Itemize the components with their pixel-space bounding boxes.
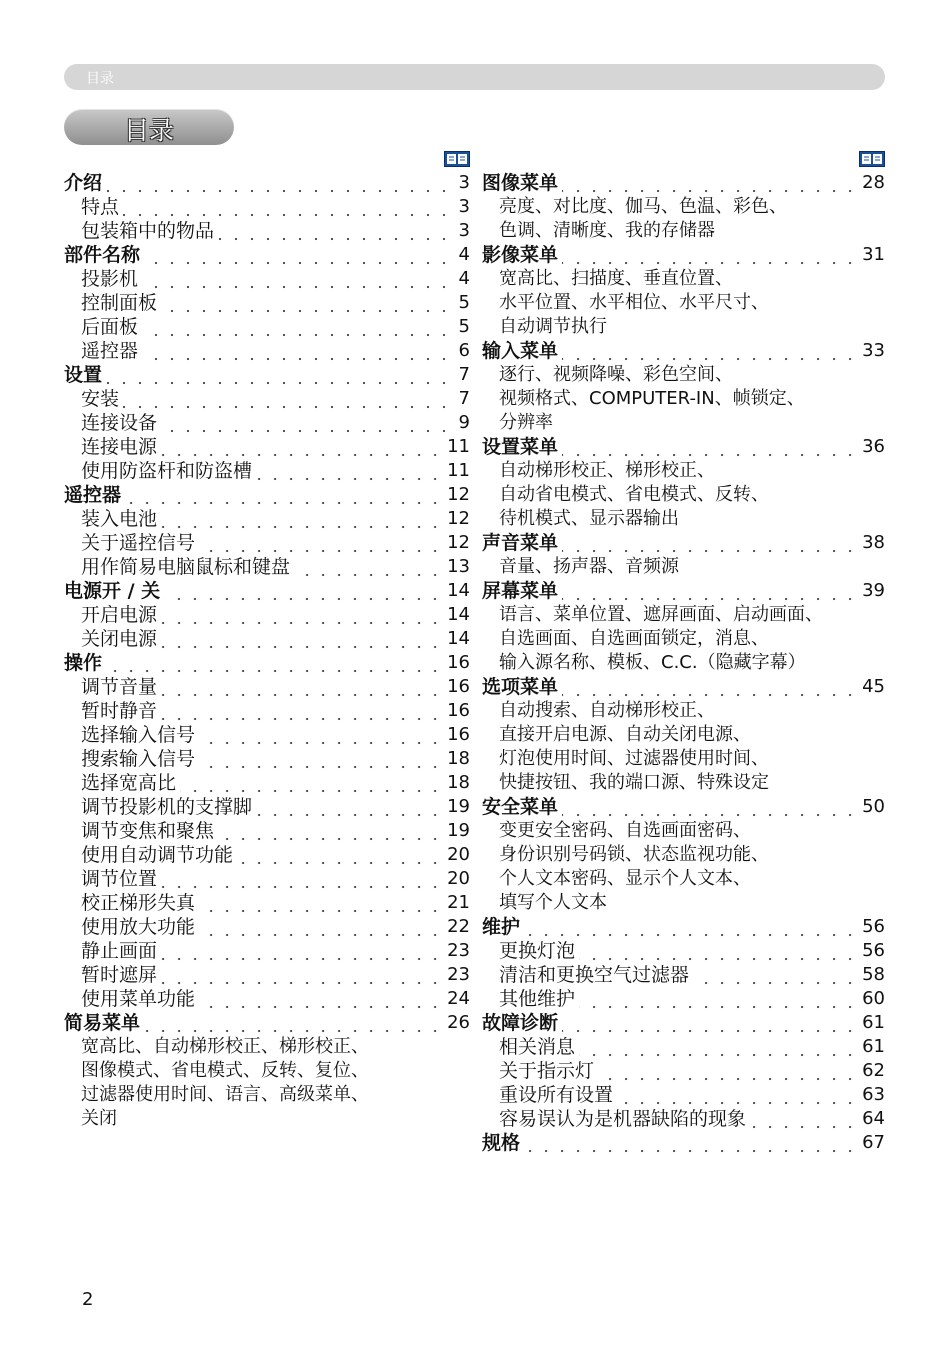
toc-page-number: 14 [447,580,470,601]
toc-page-number: 33 [862,340,885,361]
toc-entry-label: 特点 [81,196,120,218]
dot-leader [161,411,452,435]
toc-page-number: 56 [862,916,885,937]
description-line: 亮度、对比度、伽马、色温、彩色、 [499,196,787,217]
toc-entry-label: 调节位置 [81,868,158,890]
toc-right-column [482,171,885,1155]
toc-page-number: 20 [447,844,470,865]
description-line: 自选画面、自选画面锁定，消息、 [499,628,769,649]
book-icon [859,151,885,167]
toc-entry-label: 维护 [482,916,521,938]
toc-entry-description [482,699,885,795]
toc-page-number: 36 [862,436,885,457]
description-line: 视频格式、COMPUTER-IN、帧锁定、 [499,388,805,409]
toc-entry-label: 设置菜单 [482,436,559,458]
toc-section-entry[interactable] [64,987,470,1011]
toc-chapter-entry[interactable] [482,339,885,363]
toc-entry-label: 使用菜单功能 [81,988,196,1010]
toc-section-entry[interactable] [64,867,470,891]
description-line: 图像模式、省电模式、反转、复位、 [81,1060,369,1081]
toc-page-number: 11 [447,460,470,481]
dot-leader [579,987,858,1011]
toc-chapter-entry[interactable] [482,1011,885,1035]
description-line: 自动梯形校正、梯形校正、 [499,460,715,481]
toc-section-entry[interactable] [64,411,470,435]
toc-chapter-entry[interactable] [64,1011,470,1035]
toc-entry-label: 使用防盗杆和防盗槽 [81,460,253,482]
toc-page-number: 16 [447,676,470,697]
toc-page-number: 7 [458,388,470,409]
toc-page-number: 23 [447,964,470,985]
toc-section-entry[interactable] [64,339,470,363]
toc-page-number: 18 [447,748,470,769]
dot-leader [256,459,443,483]
toc-chapter-entry[interactable] [64,579,470,603]
description-line: 自动省电模式、省电模式、反转、 [499,484,769,505]
dot-leader [199,987,443,1011]
toc-section-entry[interactable] [64,507,470,531]
dot-leader [161,507,443,531]
toc-page-number: 14 [447,604,470,625]
dot-leader [579,1035,858,1059]
toc-section-entry[interactable] [64,267,470,291]
dot-leader [524,915,858,939]
description-line: 音量、扬声器、音频源 [499,556,679,577]
toc-chapter-entry[interactable] [482,915,885,939]
toc-section-entry[interactable] [64,387,470,411]
dot-leader [562,1011,858,1035]
toc-page-number: 5 [458,292,470,313]
dot-leader [256,795,443,819]
toc-entry-label: 用作简易电脑鼠标和键盘 [81,556,291,578]
toc-entry-label: 使用放大功能 [81,916,196,938]
toc-page-number: 58 [862,964,885,985]
toc-entry-label: 选择输入信号 [81,724,196,746]
dot-leader [218,219,452,243]
dot-leader [161,675,443,699]
dot-leader [598,1059,858,1083]
toc-entry-label: 其他维护 [499,988,576,1010]
toc-entry-label: 安全菜单 [482,796,559,818]
toc-entry-label: 更换灯泡 [499,940,576,962]
toc-entry-label: 使用自动调节功能 [81,844,234,866]
toc-page-number: 3 [458,172,470,193]
toc-page-number: 64 [862,1108,885,1129]
toc-page-number: 11 [447,436,470,457]
header-bar [64,64,885,90]
dot-leader [164,579,443,603]
toc-entry-label: 设置 [64,364,103,386]
toc-page-number: 28 [862,172,885,193]
toc-section-entry[interactable] [64,291,470,315]
toc-entry-label: 控制面板 [81,292,158,314]
toc-page-number: 38 [862,532,885,553]
toc-entry-description [482,267,885,339]
dot-leader [562,339,858,363]
toc-entry-label: 后面板 [81,316,139,338]
description-line: 填写个人文本 [499,892,607,913]
toc-entry-label: 包装箱中的物品 [81,220,215,242]
description-line: 过滤器使用时间、语言、高级菜单、 [81,1084,369,1105]
toc-page-number: 6 [458,340,470,361]
toc-entry-label: 选择宽高比 [81,772,177,794]
toc-entry-label: 调节变焦和聚焦 [81,820,215,842]
toc-entry-label: 关闭电源 [81,628,158,650]
toc-entry-label: 暂时遮屏 [81,964,158,986]
page-title-pill [64,109,234,145]
description-line: 宽高比、扫描度、垂直位置、 [499,268,733,289]
toc-chapter-entry[interactable] [482,531,885,555]
toc-chapter-entry[interactable] [482,171,885,195]
toc-entry-label: 关于指示灯 [499,1060,595,1082]
toc-entry-label: 输入菜单 [482,340,559,362]
toc-entry-label: 搜索输入信号 [81,748,196,770]
dot-leader [161,699,443,723]
toc-section-entry[interactable] [64,891,470,915]
dot-leader [562,675,858,699]
toc-section-entry[interactable] [64,915,470,939]
toc-page-number: 61 [862,1012,885,1033]
toc-left-column [64,171,470,1131]
toc-section-entry[interactable] [64,219,470,243]
dot-leader [237,843,443,867]
toc-page-number: 22 [447,916,470,937]
toc-page-number: 56 [862,940,885,961]
dot-leader [180,771,443,795]
toc-section-entry[interactable] [64,627,470,651]
toc-section-entry[interactable] [64,555,470,579]
dot-leader [562,171,858,195]
page-number: 2 [82,1289,94,1310]
description-line: 水平位置、水平相位、水平尺寸、 [499,292,769,313]
dot-leader [524,1131,858,1155]
dot-leader [199,915,443,939]
toc-entry-description [482,363,885,435]
toc-page-number: 67 [862,1132,885,1153]
toc-entry-label: 调节投影机的支撑脚 [81,796,253,818]
toc-page-number: 14 [447,628,470,649]
dot-leader [125,483,443,507]
dot-leader [693,963,858,987]
dot-leader [161,963,443,987]
toc-entry-label: 声音菜单 [482,532,559,554]
toc-page-number: 39 [862,580,885,601]
description-line: 语言、菜单位置、遮屏画面、启动画面、 [499,604,823,625]
toc-section-entry[interactable] [64,843,470,867]
description-line: 关闭 [81,1108,117,1129]
toc-entry-label: 操作 [64,652,103,674]
toc-page-number: 61 [862,1036,885,1057]
toc-entry-label: 校正梯形失真 [81,892,196,914]
toc-page-number: 16 [447,724,470,745]
description-line: 快捷按钮、我的端口源、特殊设定 [499,772,769,793]
toc-chapter-entry[interactable] [64,651,470,675]
toc-page-number: 31 [862,244,885,265]
toc-section-entry[interactable] [64,699,470,723]
toc-page-number: 23 [447,940,470,961]
toc-page-number: 12 [447,484,470,505]
toc-page-number: 26 [447,1012,470,1033]
toc-entry-label: 简易菜单 [64,1012,141,1034]
dot-leader [562,531,858,555]
dot-leader [106,651,443,675]
toc-section-entry[interactable] [482,987,885,1011]
toc-section-entry[interactable] [64,675,470,699]
dot-leader [142,315,452,339]
toc-entry-label: 开启电源 [81,604,158,626]
toc-entry-label: 清洁和更换空气过滤器 [499,964,690,986]
toc-entry-description [482,555,885,579]
toc-page-number: 20 [447,868,470,889]
dot-leader [123,387,452,411]
toc-section-entry[interactable] [64,963,470,987]
toc-page-number: 12 [447,532,470,553]
toc-page-number: 16 [447,652,470,673]
dot-leader [144,1011,443,1035]
toc-chapter-entry[interactable] [64,171,470,195]
toc-section-entry[interactable] [64,723,470,747]
toc-section-entry[interactable] [482,1059,885,1083]
toc-chapter-entry[interactable] [482,243,885,267]
toc-entry-label: 装入电池 [81,508,158,530]
dot-leader [750,1107,858,1131]
toc-entry-label: 选项菜单 [482,676,559,698]
toc-page-number: 7 [458,364,470,385]
toc-entry-label: 影像菜单 [482,244,559,266]
toc-section-entry[interactable] [64,603,470,627]
toc-page-number: 16 [447,700,470,721]
dot-leader [199,747,443,771]
dot-leader [562,435,858,459]
toc-entry-label: 遥控器 [81,340,139,362]
toc-section-entry[interactable] [64,531,470,555]
toc-page-number: 62 [862,1060,885,1081]
toc-entry-label: 电源开 / 关 [64,580,161,602]
dot-leader [617,1083,858,1107]
toc-section-entry[interactable] [482,963,885,987]
toc-page-number: 13 [447,556,470,577]
toc-entry-label: 故障诊断 [482,1012,559,1034]
toc-entry-label: 部件名称 [64,244,141,266]
header-bar-label: 目录 [86,71,114,87]
book-icon [444,151,470,167]
toc-entry-label: 静止画面 [81,940,158,962]
description-line: 灯泡使用时间、过滤器使用时间、 [499,748,769,769]
toc-chapter-entry[interactable] [482,579,885,603]
toc-page-number: 45 [862,676,885,697]
toc-entry-description [482,195,885,243]
toc-section-entry[interactable] [64,939,470,963]
dot-leader [161,291,452,315]
toc-chapter-entry[interactable] [64,243,470,267]
dot-leader [294,555,443,579]
toc-chapter-entry[interactable] [482,1131,885,1155]
toc-chapter-entry[interactable] [482,675,885,699]
toc-section-entry[interactable] [482,939,885,963]
dot-leader [161,435,443,459]
toc-page-number: 60 [862,988,885,1009]
toc-page-number: 50 [862,796,885,817]
description-line: 直接开启电源、自动关闭电源、 [499,724,751,745]
description-line: 待机模式、显示器输出 [499,508,679,529]
dot-leader [161,627,443,651]
description-line: 自动搜索、自动梯形校正、 [499,700,715,721]
dot-leader [161,867,443,891]
toc-section-entry[interactable] [64,819,470,843]
toc-entry-label: 安装 [81,388,120,410]
description-line: 个人文本密码、显示个人文本、 [499,868,751,889]
toc-page-number: 4 [458,244,470,265]
description-line: 逐行、视频降噪、彩色空间、 [499,364,733,385]
toc-entry-label: 遥控器 [64,484,122,506]
toc-entry-description [482,459,885,531]
toc-chapter-entry[interactable] [64,483,470,507]
toc-entry-label: 连接设备 [81,412,158,434]
description-line: 色调、清晰度、我的存储器 [499,220,715,241]
toc-entry-label: 连接电源 [81,436,158,458]
dot-leader [142,339,452,363]
toc-entry-label: 容易误认为是机器缺陷的现象 [499,1108,747,1130]
toc-page-number: 9 [458,412,470,433]
toc-page-number: 21 [447,892,470,913]
toc-page-number: 3 [458,220,470,241]
toc-page-number: 4 [458,268,470,289]
dot-leader [199,723,443,747]
dot-leader [562,243,858,267]
dot-leader [144,243,452,267]
toc-section-entry[interactable] [64,315,470,339]
dot-leader [562,579,858,603]
toc-entry-label: 关于遥控信号 [81,532,196,554]
dot-leader [106,363,452,387]
description-line: 宽高比、自动梯形校正、梯形校正、 [81,1036,369,1057]
toc-section-entry[interactable] [64,195,470,219]
toc-page-number: 63 [862,1084,885,1105]
description-line: 变更安全密码、自选画面密码、 [499,820,751,841]
toc-section-entry[interactable] [64,459,470,483]
toc-entry-label: 调节音量 [81,676,158,698]
toc-page-number: 12 [447,508,470,529]
toc-page-number: 18 [447,772,470,793]
description-line: 输入源名称、模板、C.C.（隐藏字幕） [499,652,806,673]
toc-page-number: 3 [458,196,470,217]
dot-leader [123,195,452,219]
description-line: 分辨率 [499,412,553,433]
toc-page-number: 5 [458,316,470,337]
toc-section-entry[interactable] [64,771,470,795]
toc-entry-description [482,819,885,915]
toc-section-entry[interactable] [64,435,470,459]
toc-chapter-entry[interactable] [482,435,885,459]
dot-leader [161,603,443,627]
page-title: 目录 [123,116,174,145]
toc-section-entry[interactable] [64,747,470,771]
dot-leader [199,891,443,915]
toc-entry-label: 暂时静音 [81,700,158,722]
toc-section-entry[interactable] [64,795,470,819]
toc-section-entry[interactable] [482,1083,885,1107]
toc-page-number: 19 [447,796,470,817]
dot-leader [218,819,443,843]
toc-section-entry[interactable] [482,1035,885,1059]
dot-leader [579,939,858,963]
toc-entry-label: 投影机 [81,268,139,290]
toc-entry-label: 重设所有设置 [499,1084,614,1106]
toc-chapter-entry[interactable] [482,795,885,819]
dot-leader [199,531,443,555]
toc-entry-label: 相关消息 [499,1036,576,1058]
toc-entry-label: 屏幕菜单 [482,580,559,602]
toc-section-entry[interactable] [482,1107,885,1131]
toc-entry-description [64,1035,470,1131]
toc-entry-label: 图像菜单 [482,172,559,194]
toc-entry-label: 介绍 [64,172,103,194]
toc-chapter-entry[interactable] [64,363,470,387]
toc-page-number: 24 [447,988,470,1009]
dot-leader [562,795,858,819]
dot-leader [142,267,452,291]
toc-page-number: 19 [447,820,470,841]
description-line: 身份识别号码锁、状态监视功能、 [499,844,769,865]
toc-entry-label: 规格 [482,1132,521,1154]
toc-entry-description [482,603,885,675]
description-line: 自动调节执行 [499,316,607,337]
dot-leader [106,171,452,195]
dot-leader [161,939,443,963]
